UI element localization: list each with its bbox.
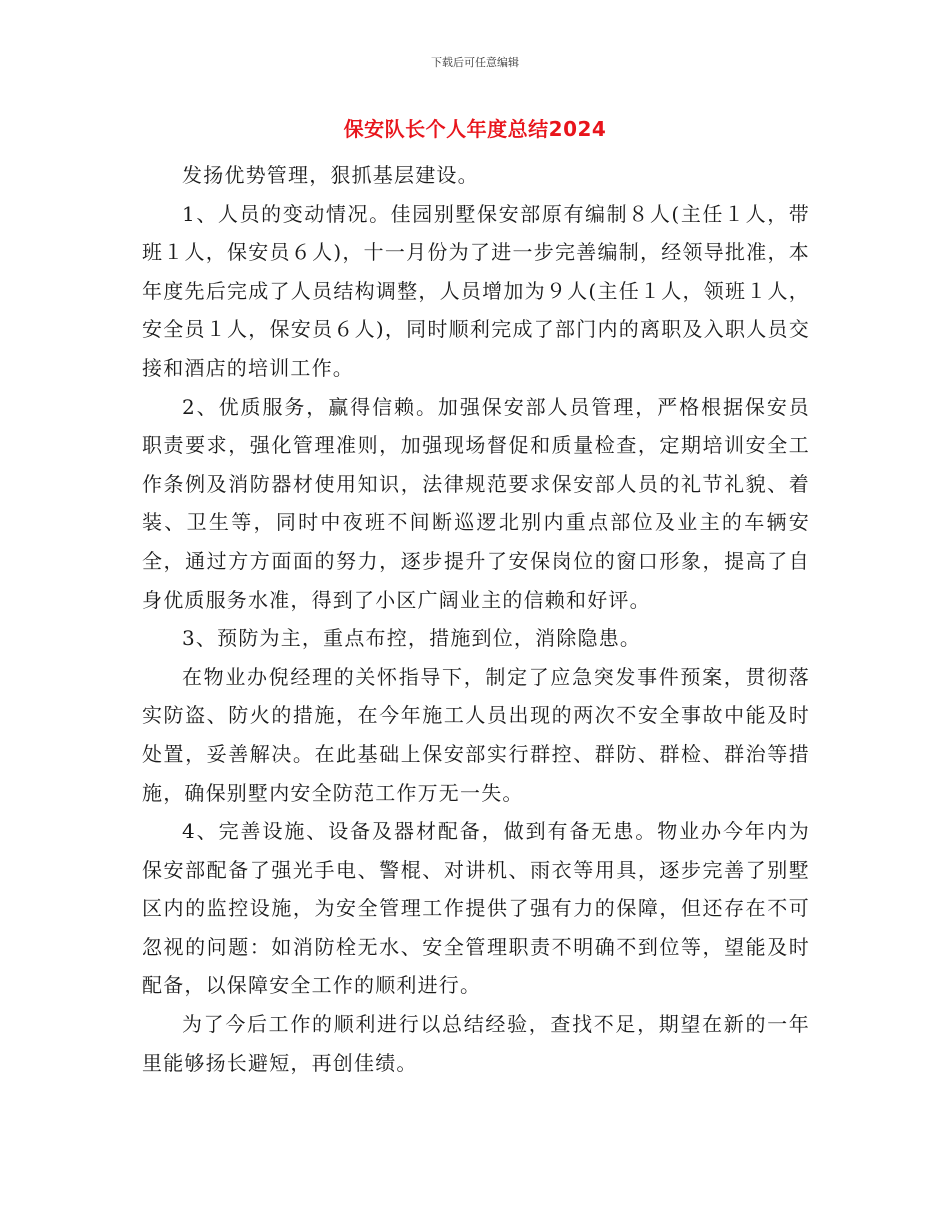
paragraph: 3、预防为主，重点布控，措施到位，消除隐患。 [182,626,642,651]
paragraph: 2、优质服务，赢得信赖。加强保安部人员管理，严格根据保安员职责要求，强化管理准则，加强现场督促和质量检查，定期培训安全工作条例及消防器材使用知识，法律规范要求保安部人员的礼节礼貌、着装、卫生等，同时中夜班不间断巡逻北别内重点部位及业主的车辆安全，通过方方面面的努力，逐步提升了安保岗位的窗口形象，提高了自身优质服务水准，得到了小区广阔业主的信赖和好评。 [142,394,810,612]
document-title: 保安队长个人年度总结2024 [343,117,607,141]
paragraph: 在物业办倪经理的关怀指导下，制定了应急突发事件预案，贯彻落实防盗、防火的措施，在今年施工人员出现的两次不安全事故中能及时处置，妥善解决。在此基础上保安部实行群控、群防、群检、群治等措施，确保别墅内安全防范工作万无一失。 [142,664,810,805]
document-body [142,156,810,1082]
paragraph: 发扬优势管理，狠抓基层建设。 [182,163,479,187]
paragraph: 为了今后工作的顺利进行以总结经验，查找不足，期望在新的一年里能够扬长避短，再创佳绩。 [142,1012,810,1075]
page-header-note: 下载后可任意编辑 [431,56,519,69]
paragraph: 1、人员的变动情况。佳园别墅保安部原有编制８人(主任１人，带班１人，保安员６人)，十一月份为了进一步完善编制，经领导批准，本年度先后完成了人员结构调整，人员增加为９人(主任１人，领班１人，安全员１人，保安员６人)，同时顺利完成了部门内的离职及入职人员交接和酒店的培训工作。 [142,201,810,380]
paragraph: 4、完善设施、设备及器材配备，做到有备无患。物业办今年内为保安部配备了强光手电、警棍、对讲机、雨衣等用具，逐步完善了别墅区内的监控设施，为安全管理工作提供了强有力的保障，但还存在不可忽视的问题：如消防栓无水、安全管理职责不明确不到位等，望能及时配备，以保障安全工作的顺利进行。 [142,819,810,998]
